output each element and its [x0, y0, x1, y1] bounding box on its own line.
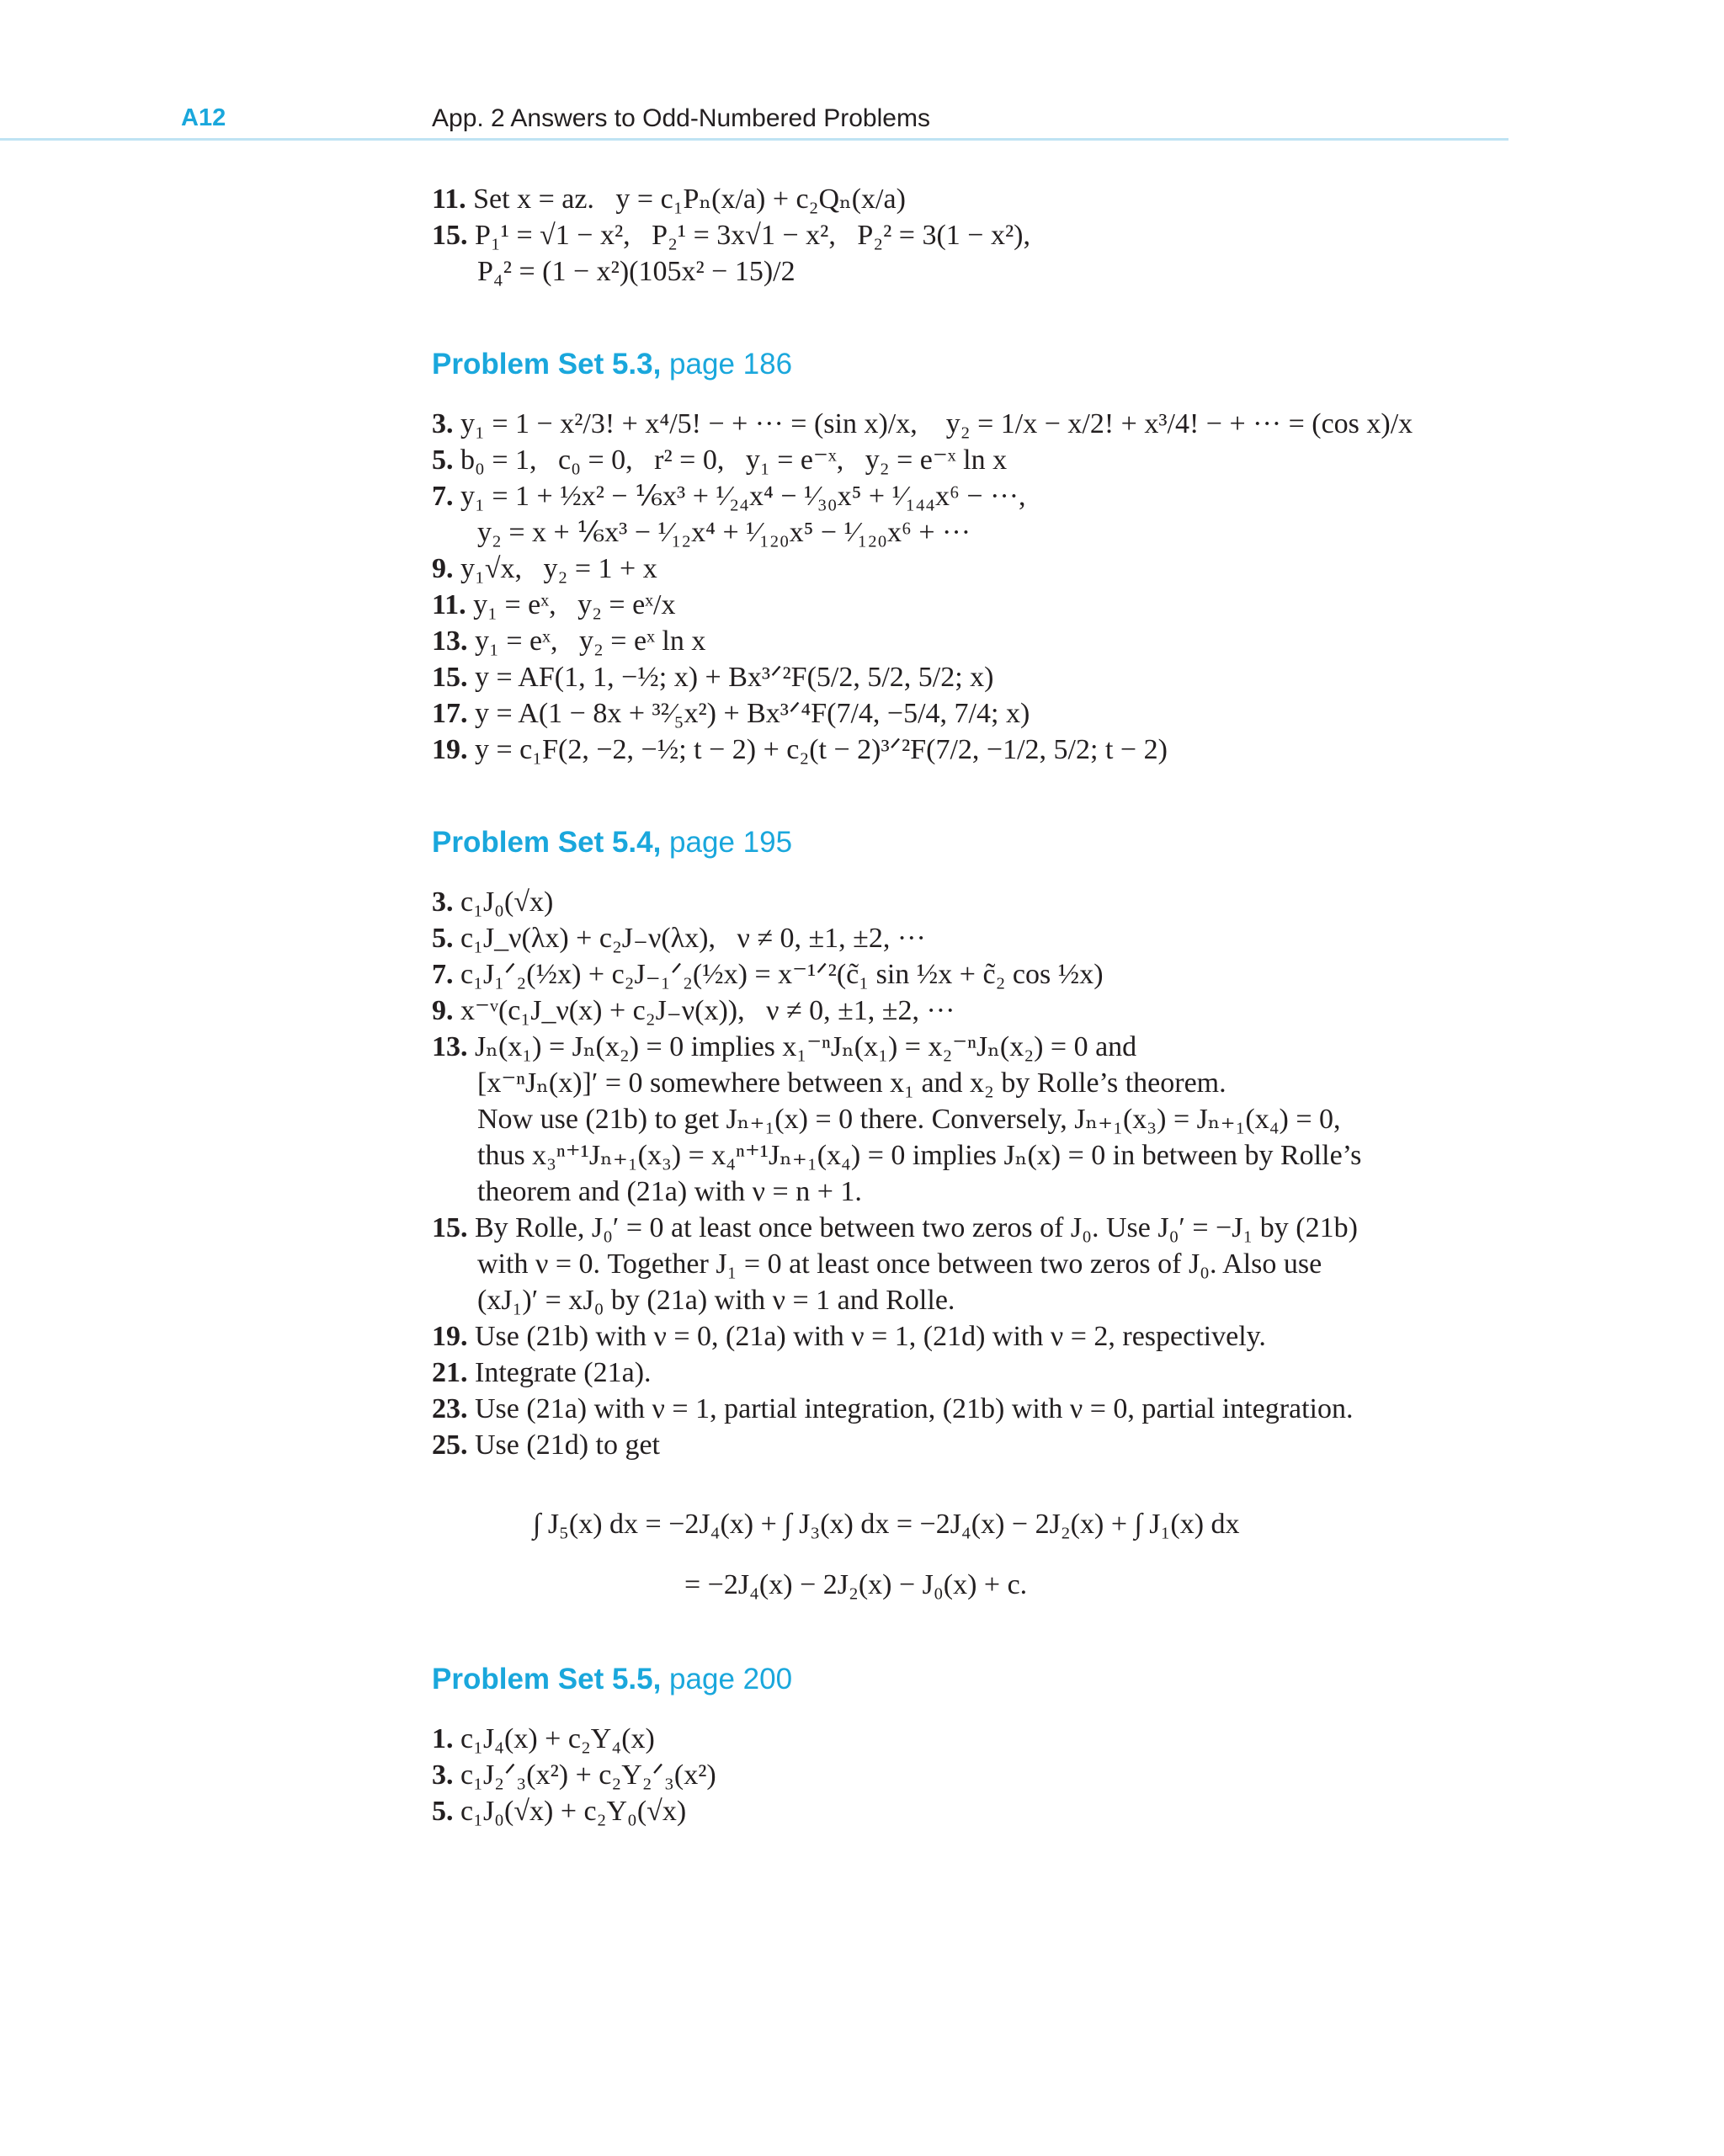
answer-line	[432, 442, 1526, 478]
answer-line	[432, 1174, 1526, 1210]
problem-number: 5.	[432, 923, 454, 954]
answer-line	[432, 1427, 1526, 1463]
answer-text: b₀ = 1, c₀ = 0, r² = 0, y₁ = e⁻ˣ, y₂ = e⁻ˣ ln x	[453, 445, 1008, 476]
answer-text: y₁ = 1 + ½x² − ⅙x³ + ¹⁄₂₄x⁴ − ¹⁄₃₀x⁵ + ¹⁄₁₄₄x⁶ − ···,	[453, 481, 1026, 512]
problem-number: 19.	[432, 1321, 468, 1352]
answers-5-5	[432, 1721, 1526, 1829]
answer-text: y₁ = 1 − x²/3! + x⁴/5! − + ··· = (sin x)/x, y₂ = 1/x − x/2! + x³/4! − + ··· = (cos x)/x	[453, 408, 1413, 439]
answer-text: P₁¹ = √1 − x², P₂¹ = 3x√1 − x², P₂² = 3(1 − x²),	[467, 220, 1030, 251]
answer-line	[432, 217, 1526, 253]
answer-line	[432, 1391, 1526, 1427]
problem-number: 7.	[432, 959, 454, 990]
answer-text: y = c₁F(2, −2, −½; t − 2) + c₂(t − 2)³ᐟ²F(7/2, −1/2, 5/2; t − 2)	[467, 734, 1168, 765]
problem-number: 17.	[432, 698, 468, 729]
answer-text: Jₙ(x₁) = Jₙ(x₂) = 0 implies x₁⁻ⁿJₙ(x₁) = x₂⁻ⁿJₙ(x₂) = 0 and	[467, 1031, 1137, 1062]
problem-number: 3.	[432, 408, 454, 439]
problem-number: 3.	[432, 1759, 454, 1791]
answer-text: theorem and (21a) with ν = n + 1.	[477, 1176, 862, 1207]
answer-text: y₁ = eˣ, y₂ = eˣ/x	[466, 589, 676, 620]
problem-number: 1.	[432, 1723, 454, 1754]
page-number: A12	[181, 104, 226, 131]
answer-text: y = AF(1, 1, −½; x) + Bx³ᐟ²F(5/2, 5/2, 5/2; x)	[467, 662, 994, 693]
answer-line	[432, 884, 1526, 920]
problem-number: 11.	[432, 589, 466, 620]
answer-line	[432, 1246, 1526, 1282]
answer-text: c₁J₁ᐟ₂(½x) + c₂J₋₁ᐟ₂(½x) = x⁻¹ᐟ²(c̃₁ sin ½x + c̃₂ cos ½x)	[453, 959, 1104, 990]
answer-text: Now use (21b) to get Jₙ₊₁(x) = 0 there. Conversely, Jₙ₊₁(x₃) = Jₙ₊₁(x₄) = 0,	[477, 1104, 1341, 1135]
answer-line	[432, 732, 1526, 768]
section-heading-5-3: Problem Set 5.3, page 186	[432, 348, 793, 381]
problem-number: 15.	[432, 1212, 468, 1243]
answer-line	[432, 1029, 1526, 1065]
answer-line	[432, 253, 1526, 290]
answers-5-4	[432, 884, 1526, 1463]
answer-text: y = A(1 − 8x + ³²⁄₅x²) + Bx³ᐟ⁴F(7/4, −5/4, 7/4; x)	[467, 698, 1030, 729]
problem-number: 13.	[432, 1031, 468, 1062]
answer-line	[432, 1137, 1526, 1174]
answer-line	[432, 993, 1526, 1029]
answer-text: Use (21a) with ν = 1, partial integration, (21b) with ν = 0, partial integration.	[467, 1393, 1354, 1424]
answer-line	[432, 551, 1526, 587]
answer-line	[432, 1355, 1526, 1391]
answer-text: y₁√x, y₂ = 1 + x	[453, 553, 657, 584]
page-header	[0, 101, 1508, 141]
answer-line	[432, 406, 1526, 442]
answer-text: y₂ = x + ⅙x³ − ¹⁄₁₂x⁴ + ¹⁄₁₂₀x⁵ − ¹⁄₁₂₀x⁶ + ···	[477, 517, 971, 548]
answer-text: (xJ₁)′ = xJ₀ by (21a) with ν = 1 and Rolle.	[477, 1285, 955, 1316]
answer-text: x⁻ᵛ(c₁J_ν(x) + c₂J₋ν(x)), ν ≠ 0, ±1, ±2, ···	[453, 995, 955, 1026]
answer-line	[432, 659, 1526, 695]
answer-line	[432, 1101, 1526, 1137]
answer-line	[432, 1793, 1526, 1829]
problem-number: 23.	[432, 1393, 468, 1424]
answer-text: Integrate (21a).	[467, 1357, 652, 1388]
problem-number: 15.	[432, 220, 468, 251]
problem-number: 11.	[432, 184, 466, 215]
answer-line	[432, 478, 1526, 514]
problem-number: 21.	[432, 1357, 468, 1388]
problem-number: 25.	[432, 1429, 468, 1461]
problem-number: 9.	[432, 995, 454, 1026]
answer-text: Set x = az. y = c₁Pₙ(x/a) + c₂Qₙ(x/a)	[466, 184, 906, 215]
answer-line	[432, 1282, 1526, 1318]
display-equation-1: ∫ J₅(x) dx = −2J₄(x) + ∫ J₃(x) dx = −2J₄(x) − 2J₂(x) + ∫ J₁(x) dx	[533, 1509, 1240, 1540]
answer-line	[432, 920, 1526, 956]
answer-line	[432, 1318, 1526, 1355]
answers-5-3	[432, 406, 1526, 768]
answers-top-block	[432, 181, 1526, 290]
answer-text: c₁J_ν(λx) + c₂J₋ν(λx), ν ≠ 0, ±1, ±2, ···	[453, 923, 926, 954]
display-equation-2: = −2J₄(x) − 2J₂(x) − J₀(x) + c.	[684, 1569, 1028, 1600]
answer-text: c₁J₂ᐟ₃(x²) + c₂Y₂ᐟ₃(x²)	[453, 1759, 716, 1791]
header-rule	[0, 138, 1508, 141]
page-content	[432, 181, 1526, 1829]
problem-number: 9.	[432, 553, 454, 584]
answer-text: y₁ = eˣ, y₂ = eˣ ln x	[467, 626, 706, 657]
answer-line	[432, 1721, 1526, 1757]
answer-text: thus x₃ⁿ⁺¹Jₙ₊₁(x₃) = x₄ⁿ⁺¹Jₙ₊₁(x₄) = 0 implies Jₙ(x) = 0 in between by Rolle’s	[477, 1140, 1362, 1171]
problem-number: 5.	[432, 1796, 454, 1827]
problem-number: 5.	[432, 445, 454, 476]
answer-line	[432, 514, 1526, 551]
answer-text: c₁J₄(x) + c₂Y₄(x)	[453, 1723, 655, 1754]
problem-number: 7.	[432, 481, 454, 512]
answer-line	[432, 587, 1526, 623]
section-heading-5-4: Problem Set 5.4, page 195	[432, 826, 793, 859]
answer-text: By Rolle, J₀′ = 0 at least once between two zeros of J₀. Use J₀′ = −J₁ by (21b)	[467, 1212, 1358, 1243]
answer-line	[432, 1065, 1526, 1101]
answer-line	[432, 1210, 1526, 1246]
answer-text: Use (21b) with ν = 0, (21a) with ν = 1, (21d) with ν = 2, respectively.	[467, 1321, 1266, 1352]
answer-line	[432, 181, 1526, 217]
problem-number: 19.	[432, 734, 468, 765]
answer-text: c₁J₀(√x)	[453, 886, 554, 918]
answer-text: c₁J₀(√x) + c₂Y₀(√x)	[453, 1796, 687, 1827]
answer-text: [x⁻ⁿJₙ(x)]′ = 0 somewhere between x₁ and x₂ by Rolle’s theorem.	[477, 1067, 1226, 1099]
section-heading-5-5: Problem Set 5.5, page 200	[432, 1663, 793, 1696]
running-head: App. 2 Answers to Odd-Numbered Problems	[432, 104, 930, 132]
problem-number: 13.	[432, 626, 468, 657]
answer-line	[432, 695, 1526, 732]
answer-text: with ν = 0. Together J₁ = 0 at least once between two zeros of J₀. Also use	[477, 1248, 1322, 1280]
answer-text: P₄² = (1 − x²)(105x² − 15)/2	[477, 256, 795, 287]
problem-number: 15.	[432, 662, 468, 693]
answer-line	[432, 623, 1526, 659]
answer-text: Use (21d) to get	[467, 1429, 661, 1461]
answer-line	[432, 1757, 1526, 1793]
answer-line	[432, 956, 1526, 993]
problem-number: 3.	[432, 886, 454, 918]
